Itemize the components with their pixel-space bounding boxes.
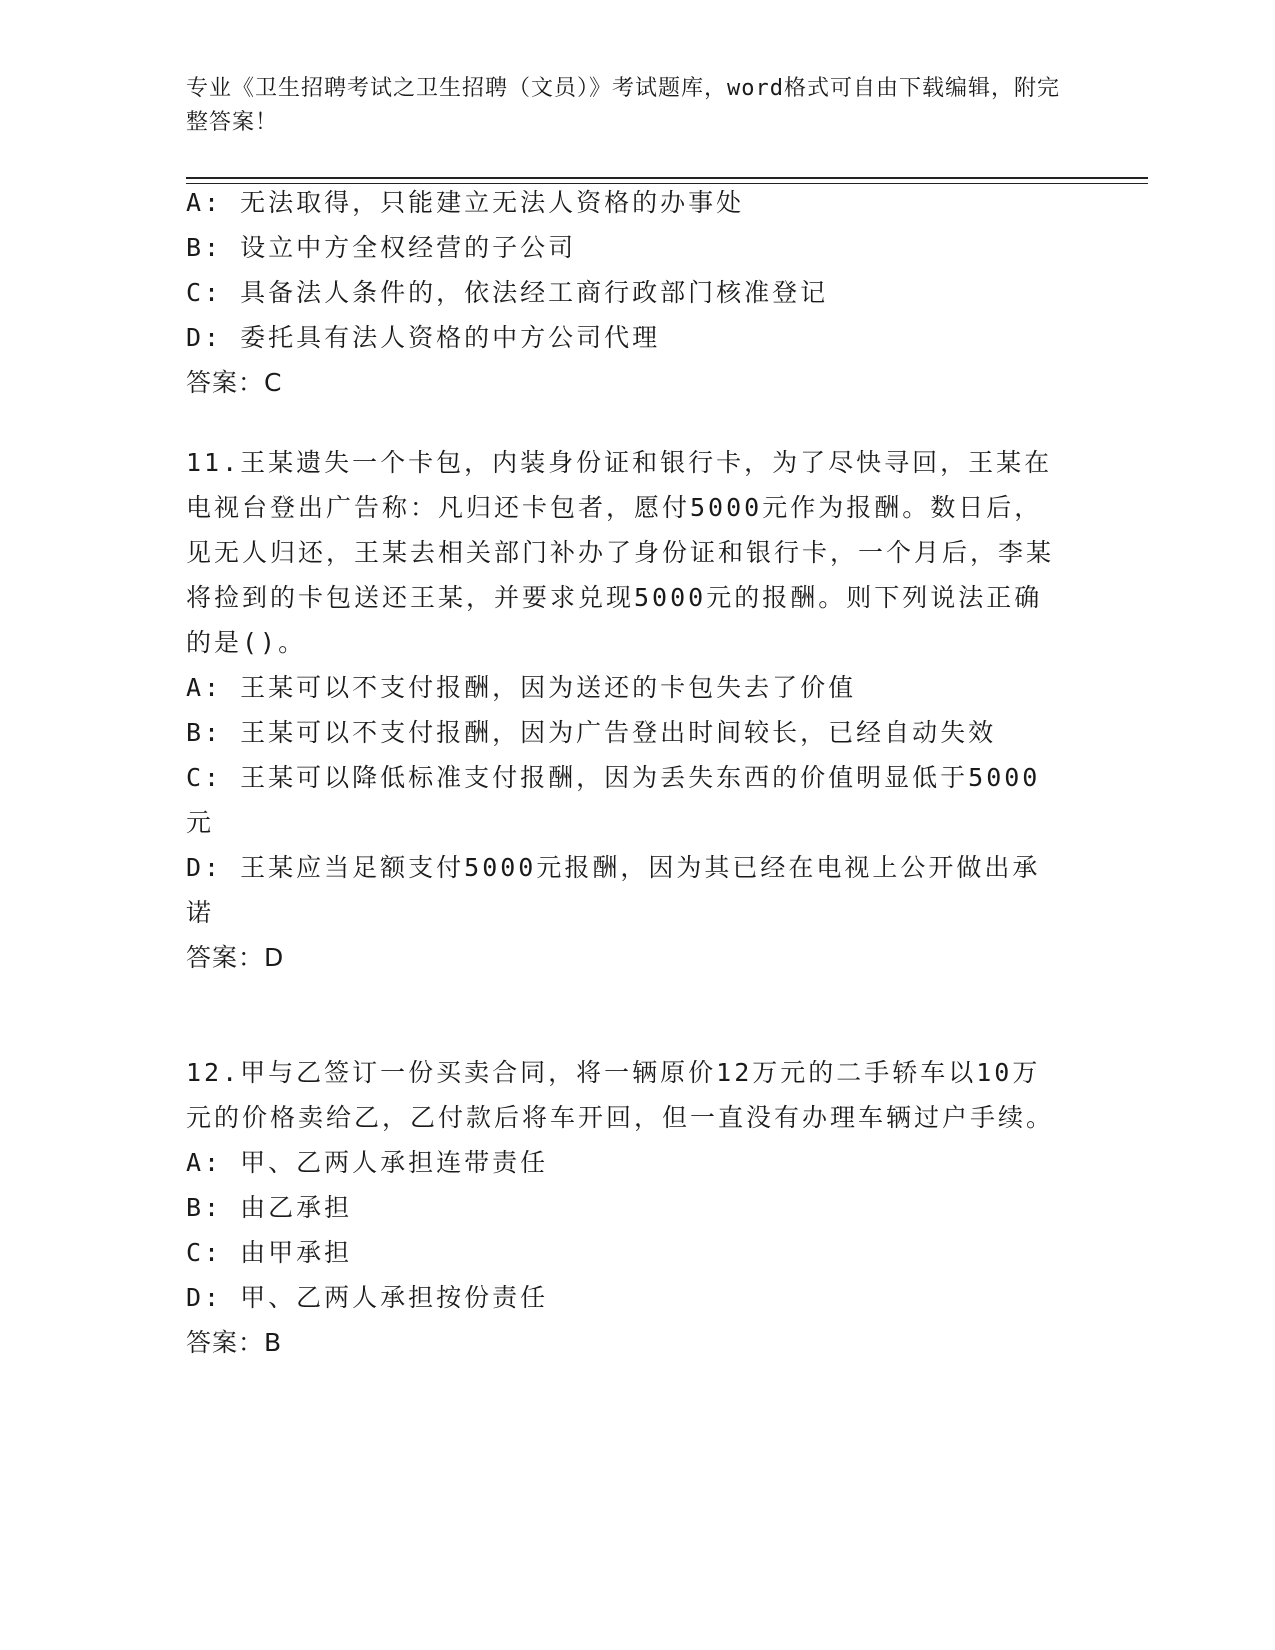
answer-label: 答案：B [186, 1328, 283, 1357]
document-header: 专业《卫生招聘考试之卫生招聘（文员）》考试题库，word格式可自由下载编辑，附完整答案！ [186, 76, 1060, 135]
option-b: B: 由乙承担 [186, 1193, 353, 1222]
question-11 [186, 440, 1066, 980]
question-stem: 12.甲与乙签订一份买卖合同，将一辆原价12万元的二手轿车以10万元的价格卖给乙，乙付款后将车开回，但一直没有办理车辆过户手续。 [186, 1058, 1055, 1132]
option-c: C: 具备法人条件的，依法经工商行政部门核准登记 [186, 278, 829, 307]
question-12 [186, 1050, 1066, 1365]
option-c: C: 王某可以降低标准支付报酬，因为丢失东西的价值明显低于5000元 [186, 763, 1041, 837]
question-stem: 11.王某遗失一个卡包，内装身份证和银行卡，为了尽快寻回，王某在电视台登出广告称：凡归还卡包者，愿付5000元作为报酬。数日后，见无人归还，王某去相关部门补办了身份证和银行卡，一个月后，李某将捡到的卡包送还王某，并要求兑现5000元的报酬。则下列说法正确的是()。 [186, 448, 1055, 657]
option-d: D: 甲、乙两人承担按份责任 [186, 1283, 549, 1312]
header-divider-thick [186, 177, 1148, 179]
option-b: B: 设立中方全权经营的子公司 [186, 233, 577, 262]
option-c: C: 由甲承担 [186, 1238, 353, 1267]
option-d: D: 王某应当足额支付5000元报酬，因为其已经在电视上公开做出承诺 [186, 853, 1041, 927]
answer-label: 答案：D [186, 943, 285, 972]
option-a: A: 甲、乙两人承担连带责任 [186, 1148, 549, 1177]
option-a: A: 王某可以不支付报酬，因为送还的卡包失去了价值 [186, 673, 857, 702]
question-10 [186, 180, 1066, 405]
option-b: B: 王某可以不支付报酬，因为广告登出时间较长，已经自动失效 [186, 718, 997, 747]
option-a: A: 无法取得，只能建立无法人资格的办事处 [186, 188, 745, 217]
option-d: D: 委托具有法人资格的中方公司代理 [186, 323, 661, 352]
answer-label: 答案：C [186, 368, 283, 397]
